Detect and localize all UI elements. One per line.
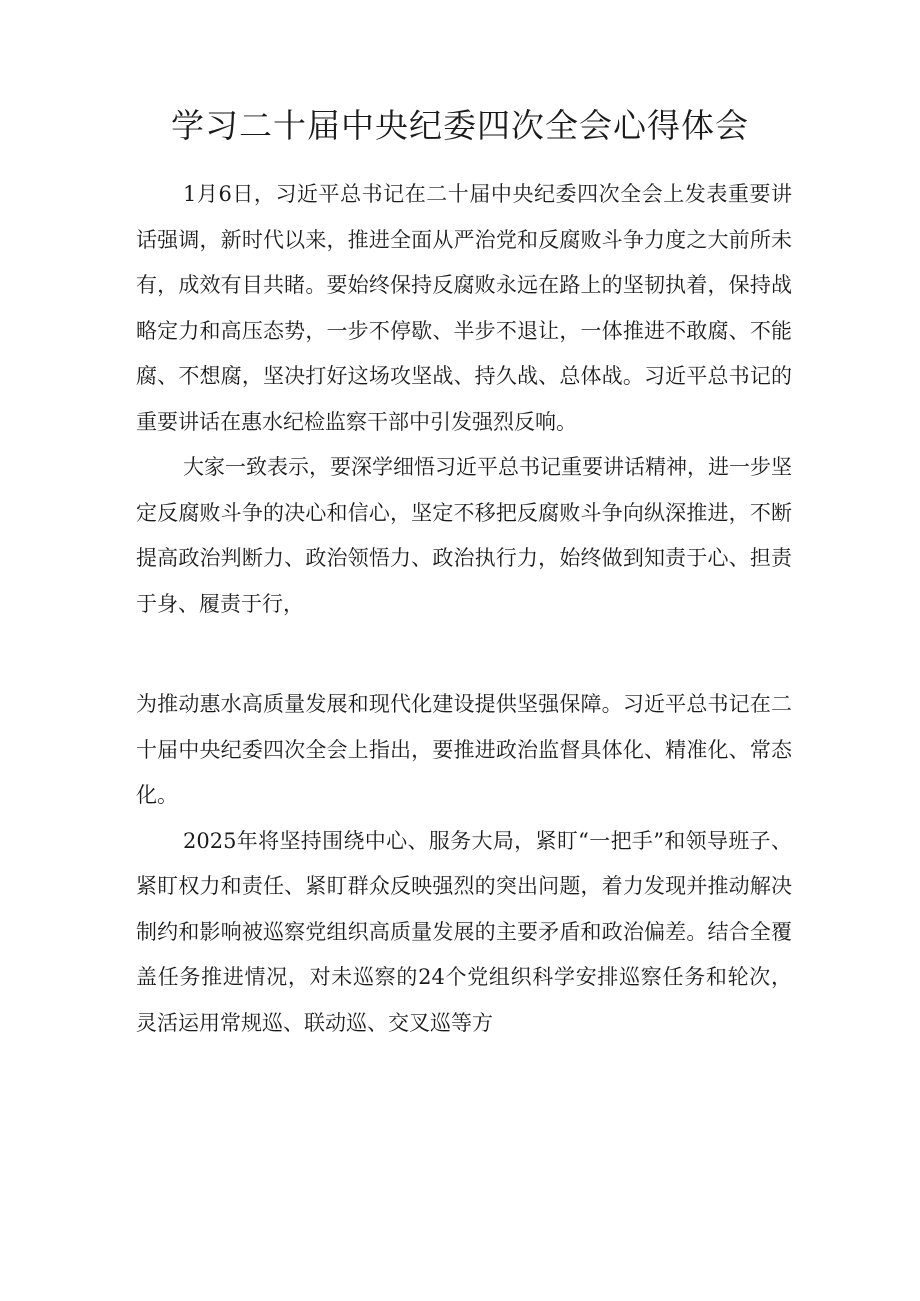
document-title: 学习二十届中央纪委四次全会心得体会 xyxy=(171,106,749,145)
document-body xyxy=(136,172,792,1046)
paragraph-1: 1月6日，习近平总书记在二十届中央纪委四次全会上发表重要讲话强调，新时代以来，推进全面从严治党和反腐败斗争力度之大前所未有，成效有目共睹。要始终保持反腐败永远在路上的坚韧执着，保持战略定力和高压态势，一步不停歇、半步不退让，一体推进不敢腐、不能腐、不想腐，坚决打好这场攻坚战、持久战、总体战。习近平总书记的重要讲话在惠水纪检监察干部中引发强烈反响。 xyxy=(136,182,792,434)
paragraph-4: 2025年将坚持围绕中心、服务大局，紧盯“一把手”和领导班子、紧盯权力和责任、紧盯群众反映强烈的突出问题，着力发现并推动解决制约和影响被巡察党组织高质量发展的主要矛盾和政治偏差。结合全覆盖任务推进情况，对未巡察的24个党组织科学安排巡察任务和轮次，灵活运用常规巡、联动巡、交叉巡等方 xyxy=(136,828,792,1035)
paragraph-break xyxy=(136,627,792,682)
paragraph-3: 为推动惠水高质量发展和现代化建设提供坚强保障。习近平总书记在二十届中央纪委四次全会上指出，要推进政治监督具体化、精准化、常态化。 xyxy=(136,692,792,807)
paragraph-2: 大家一致表示，要深学细悟习近平总书记重要讲话精神，进一步坚定反腐败斗争的决心和信心，坚定不移把反腐败斗争向纵深推进，不断提高政治判断力、政治领悟力、政治执行力，始终做到知责于心、担责于身、履责于行， xyxy=(136,455,792,616)
